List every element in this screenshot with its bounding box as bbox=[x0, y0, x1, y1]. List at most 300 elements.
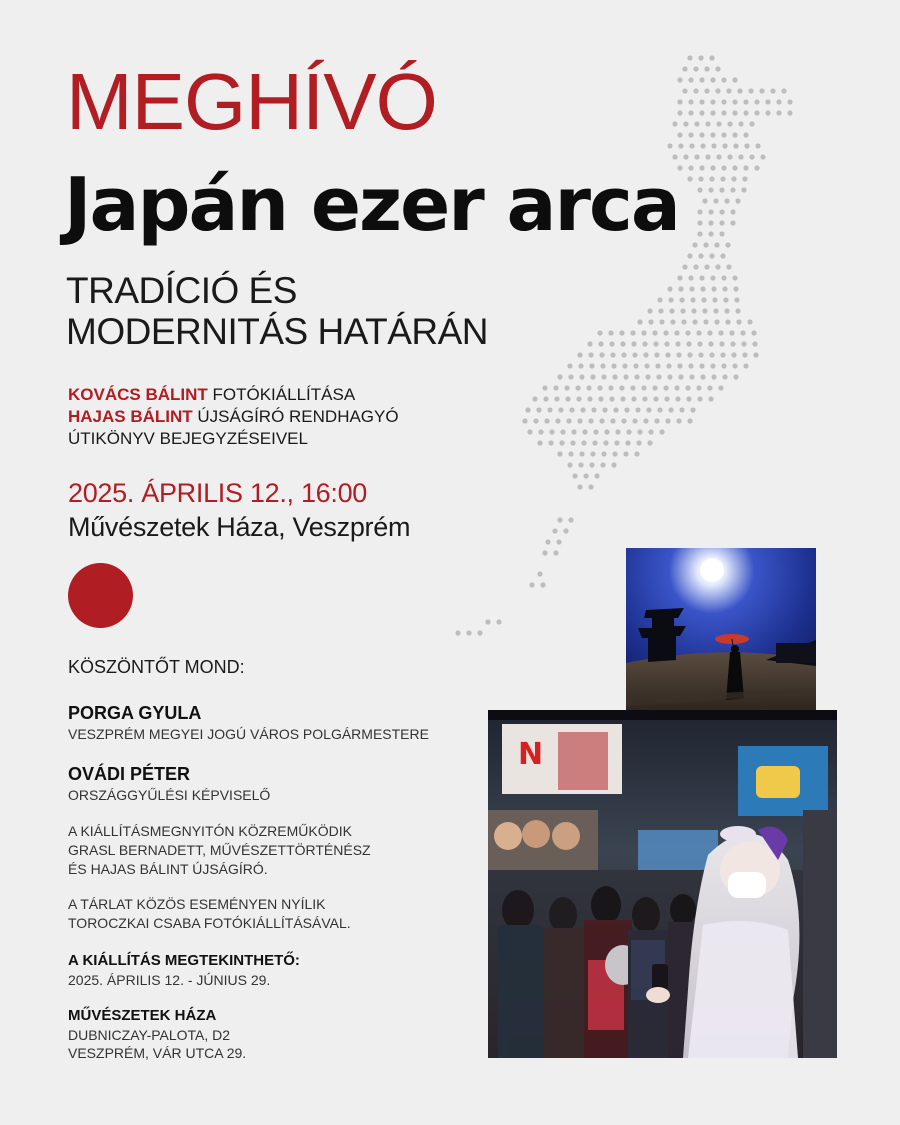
map-dot bbox=[697, 396, 702, 401]
map-dot bbox=[665, 352, 670, 357]
map-dot bbox=[609, 396, 614, 401]
map-dot bbox=[647, 440, 652, 445]
map-dot bbox=[753, 352, 758, 357]
location-line-2: VESZPRÉM, VÁR UTCA 29. bbox=[68, 1045, 247, 1062]
speaker-1 bbox=[68, 703, 429, 743]
map-dot bbox=[637, 429, 642, 434]
paragraph-line: ÉS HAJAS BÁLINT ÚJSÁGÍRÓ. bbox=[68, 860, 268, 877]
photographer-name: KOVÁCS BÁLINT bbox=[68, 385, 208, 404]
map-dot bbox=[688, 99, 693, 104]
map-dot bbox=[721, 363, 726, 368]
map-dot bbox=[637, 319, 642, 324]
map-dot bbox=[730, 220, 735, 225]
map-dot bbox=[632, 418, 637, 423]
map-dot bbox=[533, 418, 538, 423]
map-dot bbox=[570, 440, 575, 445]
map-dot bbox=[577, 352, 582, 357]
map-dot bbox=[694, 154, 699, 159]
photographer-role: FOTÓKIÁLLÍTÁSA bbox=[207, 385, 356, 404]
map-dot bbox=[540, 582, 545, 587]
map-dot bbox=[633, 363, 638, 368]
map-dot bbox=[656, 374, 661, 379]
map-dot bbox=[722, 143, 727, 148]
map-dot bbox=[698, 176, 703, 181]
credit-line-2 bbox=[68, 406, 399, 428]
paragraph-line: A KIÁLLÍTÁSMEGNYITÓN KÖZREMŰKÖDIK bbox=[68, 823, 352, 839]
map-dot bbox=[743, 165, 748, 170]
map-dot bbox=[553, 385, 558, 390]
map-dot bbox=[591, 407, 596, 412]
map-dot bbox=[609, 341, 614, 346]
map-dot bbox=[678, 374, 683, 379]
map-dot bbox=[648, 429, 653, 434]
map-dot bbox=[674, 330, 679, 335]
map-dot bbox=[610, 418, 615, 423]
map-dot bbox=[719, 187, 724, 192]
map-dot bbox=[689, 374, 694, 379]
map-dot bbox=[670, 319, 675, 324]
map-dot bbox=[721, 275, 726, 280]
map-dot bbox=[787, 99, 792, 104]
map-dot bbox=[594, 473, 599, 478]
map-dot bbox=[690, 407, 695, 412]
credit-line-3: ÚTIKÖNYV BEJEGYZÉSEIVEL bbox=[68, 429, 308, 449]
map-dot bbox=[698, 352, 703, 357]
map-dot bbox=[559, 440, 564, 445]
map-dot bbox=[619, 385, 624, 390]
map-dot bbox=[714, 319, 719, 324]
map-dot bbox=[598, 341, 603, 346]
map-dot bbox=[556, 539, 561, 544]
map-dot bbox=[554, 396, 559, 401]
map-dot bbox=[721, 165, 726, 170]
map-dot bbox=[732, 77, 737, 82]
map-dot bbox=[711, 143, 716, 148]
map-dot bbox=[749, 154, 754, 159]
map-dot bbox=[708, 220, 713, 225]
map-dot bbox=[537, 571, 542, 576]
map-dot bbox=[679, 297, 684, 302]
map-dot bbox=[701, 297, 706, 302]
map-dot bbox=[657, 297, 662, 302]
map-dot bbox=[572, 473, 577, 478]
map-dot bbox=[590, 451, 595, 456]
map-dot bbox=[698, 55, 703, 60]
map-dot bbox=[720, 253, 725, 258]
map-dot bbox=[722, 286, 727, 291]
map-dot bbox=[710, 132, 715, 137]
map-dot bbox=[738, 154, 743, 159]
map-dot bbox=[568, 517, 573, 522]
map-dot bbox=[754, 99, 759, 104]
invitation-heading: MEGHÍVÓ bbox=[66, 57, 437, 146]
map-dot bbox=[742, 352, 747, 357]
map-dot bbox=[686, 341, 691, 346]
map-dot bbox=[608, 330, 613, 335]
map-dot bbox=[555, 418, 560, 423]
map-dot bbox=[642, 396, 647, 401]
map-dot bbox=[696, 385, 701, 390]
map-dot bbox=[725, 242, 730, 247]
map-dot bbox=[612, 451, 617, 456]
exhibition-dates-value: 2025. ÁPRILIS 12. - JÚNIUS 29. bbox=[68, 971, 271, 988]
map-dot bbox=[588, 418, 593, 423]
map-dot bbox=[710, 275, 715, 280]
map-dot bbox=[721, 132, 726, 137]
exhibition-dates bbox=[68, 951, 300, 989]
map-dot bbox=[726, 264, 731, 269]
map-dot bbox=[636, 440, 641, 445]
subtitle-line-2: MODERNITÁS HATÁRÁN bbox=[66, 311, 489, 353]
map-dot bbox=[681, 319, 686, 324]
map-dot bbox=[741, 341, 746, 346]
map-dot bbox=[710, 363, 715, 368]
map-dot bbox=[575, 385, 580, 390]
map-dot bbox=[719, 231, 724, 236]
map-dot bbox=[687, 253, 692, 258]
map-dot bbox=[567, 462, 572, 467]
map-dot bbox=[760, 154, 765, 159]
map-dot bbox=[588, 484, 593, 489]
map-dot bbox=[645, 374, 650, 379]
map-dot bbox=[711, 374, 716, 379]
map-dot bbox=[677, 363, 682, 368]
map-dot bbox=[725, 319, 730, 324]
map-dot bbox=[696, 330, 701, 335]
map-dot bbox=[721, 99, 726, 104]
map-dot bbox=[593, 429, 598, 434]
map-dot bbox=[608, 385, 613, 390]
map-dot bbox=[709, 253, 714, 258]
map-dot bbox=[598, 396, 603, 401]
map-dot bbox=[703, 242, 708, 247]
map-dot bbox=[590, 374, 595, 379]
map-dot bbox=[682, 88, 687, 93]
map-dot bbox=[485, 619, 490, 624]
map-dot bbox=[630, 330, 635, 335]
map-dot bbox=[697, 220, 702, 225]
map-dot bbox=[672, 154, 677, 159]
map-dot bbox=[744, 143, 749, 148]
subtitle-line-1: TRADÍCIÓ ÉS bbox=[66, 270, 297, 311]
map-dot bbox=[689, 143, 694, 148]
credit-line-1 bbox=[68, 384, 399, 406]
map-dot bbox=[663, 330, 668, 335]
map-dot bbox=[529, 582, 534, 587]
map-dot bbox=[721, 110, 726, 115]
map-dot bbox=[621, 418, 626, 423]
map-dot bbox=[654, 418, 659, 423]
location-block bbox=[68, 1006, 246, 1063]
map-dot bbox=[566, 418, 571, 423]
map-dot bbox=[588, 352, 593, 357]
map-dot bbox=[708, 231, 713, 236]
map-dot bbox=[748, 88, 753, 93]
map-dot bbox=[642, 341, 647, 346]
map-dot bbox=[754, 165, 759, 170]
map-dot bbox=[716, 121, 721, 126]
map-dot bbox=[691, 308, 696, 313]
map-dot bbox=[732, 99, 737, 104]
map-dot bbox=[668, 407, 673, 412]
map-dot bbox=[699, 132, 704, 137]
map-dot bbox=[687, 352, 692, 357]
map-dot bbox=[683, 154, 688, 159]
map-dot bbox=[676, 352, 681, 357]
joint-event-paragraph bbox=[68, 895, 351, 933]
map-dot bbox=[586, 385, 591, 390]
map-dot bbox=[699, 77, 704, 82]
map-dot bbox=[727, 154, 732, 159]
map-dot bbox=[781, 88, 786, 93]
map-dot bbox=[678, 286, 683, 291]
map-dot bbox=[619, 330, 624, 335]
map-dot bbox=[716, 154, 721, 159]
map-dot bbox=[587, 396, 592, 401]
map-dot bbox=[659, 319, 664, 324]
map-dot bbox=[675, 396, 680, 401]
map-dot bbox=[601, 374, 606, 379]
map-dot bbox=[611, 363, 616, 368]
map-dot bbox=[765, 99, 770, 104]
map-dot bbox=[692, 242, 697, 247]
map-dot bbox=[730, 341, 735, 346]
map-dot bbox=[743, 132, 748, 137]
map-dot bbox=[713, 198, 718, 203]
map-dot bbox=[704, 88, 709, 93]
map-dot bbox=[688, 363, 693, 368]
map-dot bbox=[699, 165, 704, 170]
map-dot bbox=[532, 396, 537, 401]
location-heading: MŰVÉSZETEK HÁZA bbox=[68, 1007, 217, 1024]
map-dot bbox=[641, 330, 646, 335]
map-dot bbox=[699, 363, 704, 368]
map-dot bbox=[736, 319, 741, 324]
map-dot bbox=[693, 264, 698, 269]
map-dot bbox=[708, 209, 713, 214]
map-dot bbox=[599, 352, 604, 357]
map-dot bbox=[700, 286, 705, 291]
map-dot bbox=[664, 341, 669, 346]
map-dot bbox=[577, 484, 582, 489]
map-dot bbox=[710, 77, 715, 82]
map-dot bbox=[687, 418, 692, 423]
map-dot bbox=[599, 418, 604, 423]
map-dot bbox=[677, 77, 682, 82]
map-dot bbox=[647, 308, 652, 313]
map-dot bbox=[708, 341, 713, 346]
map-dot bbox=[537, 440, 542, 445]
street-crowd-photo bbox=[488, 710, 837, 1058]
map-dot bbox=[686, 396, 691, 401]
speaker-name: OVÁDI PÉTER bbox=[68, 764, 191, 784]
map-dot bbox=[709, 55, 714, 60]
map-dot bbox=[705, 154, 710, 159]
map-dot bbox=[687, 176, 692, 181]
map-dot bbox=[597, 385, 602, 390]
map-dot bbox=[732, 165, 737, 170]
map-dot bbox=[634, 374, 639, 379]
map-dot bbox=[614, 440, 619, 445]
map-dot bbox=[569, 407, 574, 412]
map-dot bbox=[571, 429, 576, 434]
map-dot bbox=[623, 374, 628, 379]
map-dot bbox=[589, 363, 594, 368]
map-dot bbox=[664, 396, 669, 401]
map-dot bbox=[563, 528, 568, 533]
map-dot bbox=[724, 308, 729, 313]
map-dot bbox=[631, 341, 636, 346]
map-dot bbox=[685, 385, 690, 390]
map-dot bbox=[620, 396, 625, 401]
journalist-role: ÚJSÁGÍRÓ RENDHAGYÓ bbox=[192, 407, 399, 427]
map-dot bbox=[731, 352, 736, 357]
map-dot bbox=[557, 374, 562, 379]
exhibition-dates-heading: A KIÁLLÍTÁS MEGTEKINTHETŐ: bbox=[68, 952, 300, 969]
map-dot bbox=[560, 429, 565, 434]
map-dot bbox=[715, 66, 720, 71]
map-dot bbox=[743, 363, 748, 368]
map-dot bbox=[677, 132, 682, 137]
map-dot bbox=[604, 429, 609, 434]
speaker-role: ORSZÁGGYŰLÉSI KÉPVISELŐ bbox=[68, 786, 271, 803]
map-dot bbox=[677, 275, 682, 280]
map-dot bbox=[657, 407, 662, 412]
map-dot bbox=[631, 396, 636, 401]
map-dot bbox=[743, 110, 748, 115]
map-dot bbox=[715, 264, 720, 269]
map-dot bbox=[685, 330, 690, 335]
map-dot bbox=[621, 352, 626, 357]
map-dot bbox=[710, 99, 715, 104]
map-dot bbox=[700, 143, 705, 148]
map-dot bbox=[721, 77, 726, 82]
map-dot bbox=[626, 429, 631, 434]
map-dot bbox=[743, 99, 748, 104]
map-dot bbox=[733, 143, 738, 148]
map-dot bbox=[568, 374, 573, 379]
map-dot bbox=[709, 176, 714, 181]
map-dot bbox=[669, 308, 674, 313]
map-dot bbox=[732, 275, 737, 280]
map-dot bbox=[707, 385, 712, 390]
map-dot bbox=[557, 451, 562, 456]
map-dot bbox=[675, 341, 680, 346]
map-dot bbox=[732, 363, 737, 368]
map-dot bbox=[741, 187, 746, 192]
map-dot bbox=[568, 451, 573, 456]
map-dot bbox=[732, 110, 737, 115]
map-dot bbox=[688, 77, 693, 82]
map-dot bbox=[700, 374, 705, 379]
map-dot bbox=[667, 143, 672, 148]
map-dot bbox=[579, 451, 584, 456]
map-dot bbox=[643, 418, 648, 423]
map-dot bbox=[545, 539, 550, 544]
map-dot bbox=[547, 407, 552, 412]
map-dot bbox=[738, 121, 743, 126]
map-dot bbox=[699, 275, 704, 280]
paragraph-line: A TÁRLAT KÖZÖS ESEMÉNYEN NYÍLIK bbox=[68, 896, 326, 912]
map-dot bbox=[755, 143, 760, 148]
map-dot bbox=[663, 385, 668, 390]
map-dot bbox=[697, 231, 702, 236]
map-dot bbox=[676, 418, 681, 423]
map-dot bbox=[712, 297, 717, 302]
map-dot bbox=[579, 374, 584, 379]
map-dot bbox=[600, 363, 605, 368]
location-line-1: DUBNICZAY-PALOTA, D2 bbox=[68, 1026, 231, 1043]
map-dot bbox=[589, 462, 594, 467]
map-dot bbox=[740, 330, 745, 335]
map-dot bbox=[687, 55, 692, 60]
map-dot bbox=[679, 407, 684, 412]
map-dot bbox=[643, 352, 648, 357]
map-dot bbox=[680, 308, 685, 313]
map-dot bbox=[720, 176, 725, 181]
map-dot bbox=[653, 396, 658, 401]
map-dot bbox=[702, 308, 707, 313]
map-dot bbox=[776, 99, 781, 104]
map-dot bbox=[600, 462, 605, 467]
map-dot bbox=[692, 319, 697, 324]
map-dot bbox=[708, 396, 713, 401]
map-dot bbox=[730, 187, 735, 192]
map-dot bbox=[690, 297, 695, 302]
map-dot bbox=[613, 407, 618, 412]
paragraph-line: GRASL BERNADETT, MŰVÉSZETTÖRTÉNÉSZ bbox=[68, 841, 371, 858]
map-dot bbox=[765, 110, 770, 115]
map-dot bbox=[477, 630, 482, 635]
map-dot bbox=[704, 264, 709, 269]
map-dot bbox=[635, 407, 640, 412]
map-dot bbox=[622, 363, 627, 368]
map-dot bbox=[719, 220, 724, 225]
map-dot bbox=[718, 385, 723, 390]
map-dot bbox=[578, 462, 583, 467]
map-dot bbox=[578, 363, 583, 368]
map-dot bbox=[581, 440, 586, 445]
map-dot bbox=[677, 110, 682, 115]
map-dot bbox=[708, 187, 713, 192]
map-dot bbox=[646, 407, 651, 412]
map-dot bbox=[625, 440, 630, 445]
map-dot bbox=[558, 407, 563, 412]
map-dot bbox=[548, 440, 553, 445]
map-dot bbox=[612, 374, 617, 379]
map-dot bbox=[652, 385, 657, 390]
map-dot bbox=[683, 121, 688, 126]
map-dot bbox=[552, 528, 557, 533]
map-dot bbox=[597, 330, 602, 335]
credits bbox=[68, 384, 399, 450]
map-dot bbox=[658, 308, 663, 313]
map-dot bbox=[624, 407, 629, 412]
map-dot bbox=[674, 385, 679, 390]
map-dot bbox=[732, 132, 737, 137]
map-dot bbox=[665, 418, 670, 423]
event-datetime: 2025. ÁPRILIS 12., 16:00 bbox=[68, 478, 368, 508]
map-dot bbox=[697, 187, 702, 192]
map-dot bbox=[466, 630, 471, 635]
map-dot bbox=[705, 121, 710, 126]
map-dot bbox=[623, 451, 628, 456]
map-dot bbox=[703, 319, 708, 324]
map-dot bbox=[553, 550, 558, 555]
map-dot bbox=[689, 286, 694, 291]
map-dot bbox=[729, 330, 734, 335]
map-dot bbox=[694, 121, 699, 126]
